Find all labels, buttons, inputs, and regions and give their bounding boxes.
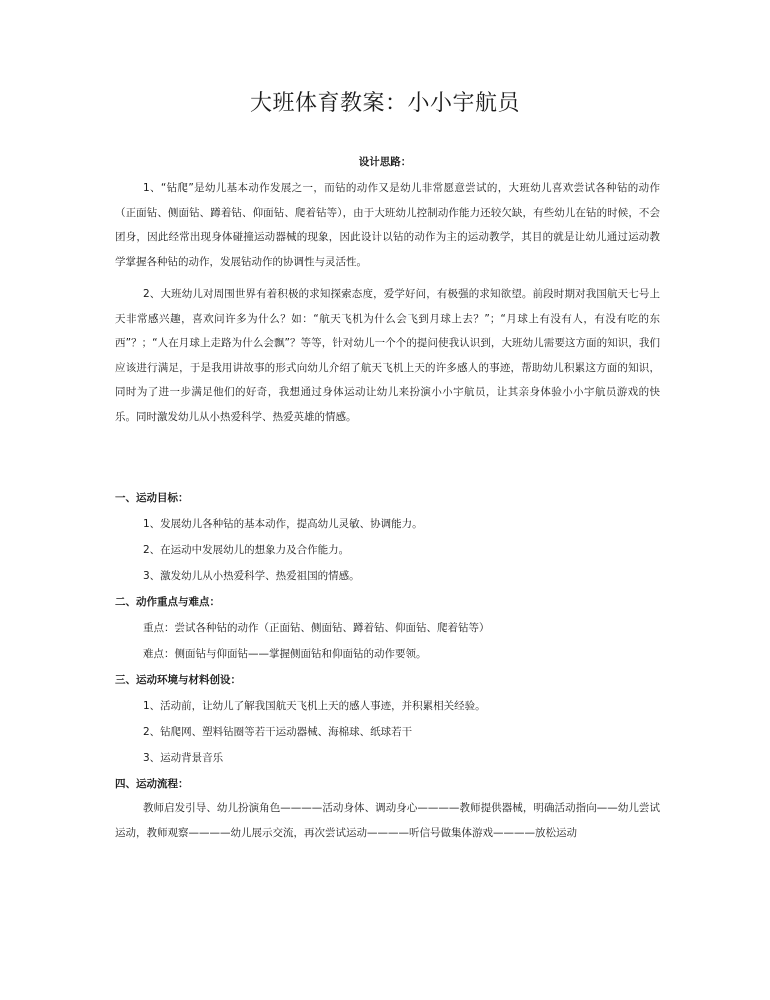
design-heading: 设计思路：	[358, 156, 412, 168]
materials-item: 2、钻爬网、塑料钻圈等若干运动器械、海棉球、纸球若干	[143, 726, 413, 738]
section-focus-heading: 二、动作重点与难点：	[115, 596, 220, 608]
section-goals-heading: 一、运动目标：	[115, 492, 189, 504]
section-process-heading: 四、运动流程：	[115, 778, 189, 790]
materials-item: 3、运动背景音乐	[143, 752, 224, 764]
goal-item: 2、在运动中发展幼儿的想象力及合作能力。	[143, 544, 350, 556]
goal-item: 1、发展幼儿各种钻的基本动作，提高幼儿灵敏、协调能力。	[143, 518, 423, 530]
page-title: 大班体育教案：小小宇航员	[249, 91, 520, 116]
design-paragraph-2: 2、大班幼儿对周围世界有着积极的求知探索态度，爱学好问，有极强的求知欲望。前段时期对我国航天七号上天非常感兴趣，喜欢问许多为什么？如：“航天飞机为什么会飞到月球上去？”；“月球上有没有人，有没有吃的东西”？；“人在月球上走路为什么会飘”？等等，针对幼儿一个个的提问使我认识到，大班幼儿需要这方面的知识，我们应该进行满足，于是我用讲故事的形式向幼儿介绍了航天飞机上天的许多感人的事迹，帮助幼儿积累这方面的知识，同时为了进一步满足他们的好奇，我想通过身体运动让幼儿来扮演小小宇航员，让其亲身体验小小宇航员游戏的快乐。同时激发幼儿从小热爱科学、热爱英雄的情感。	[115, 288, 660, 423]
materials-item: 1、活动前，让幼儿了解我国航天飞机上天的感人事迹，并积累相关经验。	[143, 700, 486, 712]
goal-item: 3、激发幼儿从小热爱科学、热爱祖国的情感。	[143, 570, 360, 582]
section-materials-heading: 三、运动环境与材料创设：	[115, 674, 241, 686]
process-paragraph: 教师启发引导、幼儿扮演角色————活动身体、调动身心————教师提供器械，明确活动指向——幼儿尝试运动，教师观察————幼儿展示交流，再次尝试运动————听信号做集体游戏————放松运动	[115, 802, 660, 839]
design-paragraph-1: 1、“钻爬”是幼儿基本动作发展之一，而钻的动作又是幼儿非常愿意尝试的，大班幼儿喜欢尝试各种钻的动作（正面钻、侧面钻、蹲着钻、仰面钻、爬着钻等），由于大班幼儿控制动作能力还较欠缺，有些幼儿在钻的时候，不会团身，因此经常出现身体碰撞运动器械的现象，因此设计以钻的动作为主的运动教学，其目的就是让幼儿通过运动教学掌握各种钻的动作，发展钻动作的协调性与灵活性。	[115, 182, 660, 268]
focus-item: 重点：尝试各种钻的动作（正面钻、侧面钻、蹲着钻、仰面钻、爬着钻等）	[143, 622, 490, 634]
focus-item: 难点：侧面钻与仰面钻——掌握侧面钻和仰面钻的动作要领。	[143, 648, 427, 660]
